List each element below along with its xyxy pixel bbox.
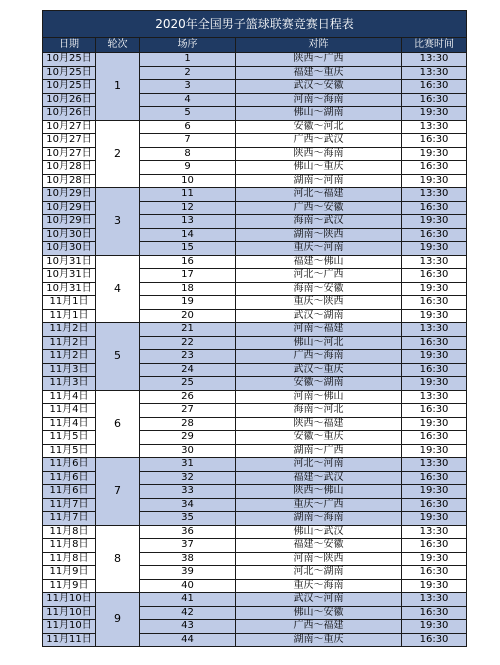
date-cell: 11月9日: [43, 566, 96, 580]
round-cell: 2: [96, 120, 140, 188]
time-cell: 19:30: [402, 512, 467, 526]
round-cell: 3: [96, 188, 140, 256]
date-cell: 11月2日: [43, 336, 96, 350]
match-number-cell: 35: [140, 512, 236, 526]
date-cell: 10月31日: [43, 255, 96, 269]
time-cell: 16:30: [402, 269, 467, 283]
time-cell: 16:30: [402, 93, 467, 107]
table-row: [43, 525, 467, 539]
date-cell: 10月30日: [43, 242, 96, 256]
match-number-cell: 3: [140, 80, 236, 94]
round-cell: 9: [96, 593, 140, 647]
date-cell: 10月26日: [43, 107, 96, 121]
match-number-cell: 24: [140, 363, 236, 377]
time-cell: 16:30: [402, 566, 467, 580]
time-cell: 13:30: [402, 120, 467, 134]
time-cell: 13:30: [402, 53, 467, 67]
match-number-cell: 40: [140, 579, 236, 593]
matchup-cell: 广西～安徽: [236, 201, 402, 215]
time-cell: 13:30: [402, 323, 467, 337]
date-cell: 11月8日: [43, 552, 96, 566]
match-number-cell: 14: [140, 228, 236, 242]
date-cell: 11月10日: [43, 620, 96, 634]
match-number-cell: 39: [140, 566, 236, 580]
round-cell: 5: [96, 323, 140, 391]
match-number-cell: 25: [140, 377, 236, 391]
table-row: [43, 188, 467, 202]
match-number-cell: 7: [140, 134, 236, 148]
matchup-cell: 海南～武汉: [236, 215, 402, 229]
time-cell: 16:30: [402, 201, 467, 215]
date-cell: 11月10日: [43, 606, 96, 620]
time-cell: 19:30: [402, 174, 467, 188]
match-number-cell: 11: [140, 188, 236, 202]
match-number-cell: 4: [140, 93, 236, 107]
match-number-cell: 5: [140, 107, 236, 121]
table-row: [43, 323, 467, 337]
time-cell: 16:30: [402, 633, 467, 647]
matchup-cell: 陕西～福建: [236, 417, 402, 431]
date-cell: 11月6日: [43, 485, 96, 499]
date-cell: 10月27日: [43, 147, 96, 161]
table-row: [43, 458, 467, 472]
matchup-cell: 湖南～广西: [236, 444, 402, 458]
match-number-cell: 41: [140, 593, 236, 607]
date-cell: 10月27日: [43, 120, 96, 134]
matchup-cell: 武汉～湖南: [236, 309, 402, 323]
time-cell: 19:30: [402, 350, 467, 364]
time-cell: 16:30: [402, 296, 467, 310]
time-cell: 16:30: [402, 606, 467, 620]
date-cell: 11月1日: [43, 296, 96, 310]
table-row: [43, 120, 467, 134]
matchup-cell: 河北～广西: [236, 269, 402, 283]
time-cell: 19:30: [402, 444, 467, 458]
match-number-cell: 20: [140, 309, 236, 323]
match-number-cell: 10: [140, 174, 236, 188]
match-number-cell: 17: [140, 269, 236, 283]
match-number-cell: 38: [140, 552, 236, 566]
date-cell: 10月26日: [43, 93, 96, 107]
date-cell: 11月6日: [43, 458, 96, 472]
match-number-cell: 6: [140, 120, 236, 134]
match-number-cell: 36: [140, 525, 236, 539]
time-cell: 16:30: [402, 134, 467, 148]
match-number-cell: 37: [140, 539, 236, 553]
time-cell: 16:30: [402, 498, 467, 512]
date-cell: 10月28日: [43, 174, 96, 188]
round-cell: 1: [96, 53, 140, 121]
match-number-cell: 19: [140, 296, 236, 310]
date-cell: 10月25日: [43, 80, 96, 94]
matchup-cell: 河南～陕西: [236, 552, 402, 566]
date-cell: 10月25日: [43, 53, 96, 67]
matchup-cell: 河北～福建: [236, 188, 402, 202]
time-cell: 19:30: [402, 147, 467, 161]
time-cell: 19:30: [402, 215, 467, 229]
time-cell: 19:30: [402, 485, 467, 499]
date-cell: 10月29日: [43, 188, 96, 202]
matchup-cell: 重庆～广西: [236, 498, 402, 512]
date-cell: 11月3日: [43, 377, 96, 391]
date-cell: 10月27日: [43, 134, 96, 148]
date-cell: 10月28日: [43, 161, 96, 175]
matchup-cell: 安徽～重庆: [236, 431, 402, 445]
date-cell: 11月4日: [43, 404, 96, 418]
matchup-cell: 海南～河北: [236, 404, 402, 418]
date-cell: 11月2日: [43, 350, 96, 364]
table-row: [43, 593, 467, 607]
match-number-cell: 31: [140, 458, 236, 472]
time-cell: 13:30: [402, 593, 467, 607]
matchup-cell: 福建～武汉: [236, 471, 402, 485]
matchup-cell: 重庆～河南: [236, 242, 402, 256]
round-cell: 6: [96, 390, 140, 458]
matchup-cell: 湖南～海南: [236, 512, 402, 526]
match-number-cell: 28: [140, 417, 236, 431]
time-cell: 19:30: [402, 377, 467, 391]
time-cell: 16:30: [402, 431, 467, 445]
time-cell: 13:30: [402, 390, 467, 404]
match-number-cell: 21: [140, 323, 236, 337]
date-cell: 11月2日: [43, 323, 96, 337]
round-cell: 7: [96, 458, 140, 526]
matchup-cell: 湖南～陕西: [236, 228, 402, 242]
date-cell: 11月4日: [43, 390, 96, 404]
time-cell: 13:30: [402, 66, 467, 80]
matchup-cell: 重庆～陕西: [236, 296, 402, 310]
time-cell: 19:30: [402, 282, 467, 296]
time-cell: 16:30: [402, 539, 467, 553]
date-cell: 11月3日: [43, 363, 96, 377]
column-header-match: 场序: [140, 38, 236, 53]
matchup-cell: 海南～安徽: [236, 282, 402, 296]
matchup-cell: 安徽～湖南: [236, 377, 402, 391]
date-cell: 10月31日: [43, 269, 96, 283]
match-number-cell: 13: [140, 215, 236, 229]
time-cell: 16:30: [402, 363, 467, 377]
date-cell: 11月11日: [43, 633, 96, 647]
matchup-cell: 河北～湖南: [236, 566, 402, 580]
matchup-cell: 广西～海南: [236, 350, 402, 364]
matchup-cell: 佛山～河北: [236, 336, 402, 350]
date-cell: 10月29日: [43, 201, 96, 215]
matchup-cell: 湖南～河南: [236, 174, 402, 188]
date-cell: 11月8日: [43, 525, 96, 539]
match-number-cell: 22: [140, 336, 236, 350]
time-cell: 19:30: [402, 107, 467, 121]
match-number-cell: 34: [140, 498, 236, 512]
matchup-cell: 安徽～河北: [236, 120, 402, 134]
match-number-cell: 26: [140, 390, 236, 404]
date-cell: 10月25日: [43, 66, 96, 80]
match-number-cell: 33: [140, 485, 236, 499]
time-cell: 19:30: [402, 242, 467, 256]
match-number-cell: 2: [140, 66, 236, 80]
time-cell: 13:30: [402, 255, 467, 269]
matchup-cell: 广西～武汉: [236, 134, 402, 148]
matchup-cell: 佛山～安徽: [236, 606, 402, 620]
table-title: 2020年全国男子篮球联赛竞赛日程表: [43, 11, 467, 38]
match-number-cell: 42: [140, 606, 236, 620]
round-cell: 8: [96, 525, 140, 593]
matchup-cell: 重庆～海南: [236, 579, 402, 593]
schedule-sheet: [42, 10, 466, 647]
match-number-cell: 32: [140, 471, 236, 485]
match-number-cell: 18: [140, 282, 236, 296]
match-number-cell: 12: [140, 201, 236, 215]
date-cell: 11月9日: [43, 579, 96, 593]
time-cell: 13:30: [402, 458, 467, 472]
table-row: [43, 255, 467, 269]
date-cell: 11月10日: [43, 593, 96, 607]
round-cell: 4: [96, 255, 140, 323]
match-number-cell: 43: [140, 620, 236, 634]
date-cell: 11月4日: [43, 417, 96, 431]
matchup-cell: 佛山～武汉: [236, 525, 402, 539]
matchup-cell: 武汉～河南: [236, 593, 402, 607]
column-header-teams: 对阵: [236, 38, 402, 53]
schedule-table: [42, 10, 467, 647]
table-row: [43, 390, 467, 404]
matchup-cell: 河南～福建: [236, 323, 402, 337]
time-cell: 19:30: [402, 579, 467, 593]
time-cell: 13:30: [402, 525, 467, 539]
matchup-cell: 福建～佛山: [236, 255, 402, 269]
match-number-cell: 16: [140, 255, 236, 269]
matchup-cell: 陕西～佛山: [236, 485, 402, 499]
time-cell: 16:30: [402, 404, 467, 418]
time-cell: 16:30: [402, 228, 467, 242]
date-cell: 11月1日: [43, 309, 96, 323]
time-cell: 16:30: [402, 336, 467, 350]
match-number-cell: 27: [140, 404, 236, 418]
schedule-body: [43, 53, 467, 647]
matchup-cell: 佛山～湖南: [236, 107, 402, 121]
match-number-cell: 44: [140, 633, 236, 647]
date-cell: 11月8日: [43, 539, 96, 553]
match-number-cell: 30: [140, 444, 236, 458]
date-cell: 11月7日: [43, 498, 96, 512]
time-cell: 16:30: [402, 80, 467, 94]
date-cell: 10月30日: [43, 228, 96, 242]
date-cell: 11月5日: [43, 431, 96, 445]
time-cell: 19:30: [402, 309, 467, 323]
matchup-cell: 湖南～重庆: [236, 633, 402, 647]
table-row: [43, 53, 467, 67]
matchup-cell: 陕西～广西: [236, 53, 402, 67]
matchup-cell: 河南～佛山: [236, 390, 402, 404]
match-number-cell: 15: [140, 242, 236, 256]
date-cell: 11月6日: [43, 471, 96, 485]
matchup-cell: 河南～海南: [236, 93, 402, 107]
column-header-date: 日期: [43, 38, 96, 53]
column-header-round: 轮次: [96, 38, 140, 53]
date-cell: 10月29日: [43, 215, 96, 229]
time-cell: 19:30: [402, 620, 467, 634]
time-cell: 19:30: [402, 417, 467, 431]
matchup-cell: 福建～重庆: [236, 66, 402, 80]
time-cell: 13:30: [402, 188, 467, 202]
match-number-cell: 8: [140, 147, 236, 161]
date-cell: 11月5日: [43, 444, 96, 458]
matchup-cell: 河北～河南: [236, 458, 402, 472]
match-number-cell: 29: [140, 431, 236, 445]
matchup-cell: 福建～安徽: [236, 539, 402, 553]
time-cell: 16:30: [402, 471, 467, 485]
matchup-cell: 武汉～重庆: [236, 363, 402, 377]
matchup-cell: 武汉～安徽: [236, 80, 402, 94]
time-cell: 19:30: [402, 552, 467, 566]
match-number-cell: 1: [140, 53, 236, 67]
date-cell: 10月31日: [43, 282, 96, 296]
time-cell: 16:30: [402, 161, 467, 175]
date-cell: 11月7日: [43, 512, 96, 526]
matchup-cell: 佛山～重庆: [236, 161, 402, 175]
column-header-time: 比赛时间: [402, 38, 467, 53]
match-number-cell: 23: [140, 350, 236, 364]
match-number-cell: 9: [140, 161, 236, 175]
matchup-cell: 广西～福建: [236, 620, 402, 634]
matchup-cell: 陕西～海南: [236, 147, 402, 161]
